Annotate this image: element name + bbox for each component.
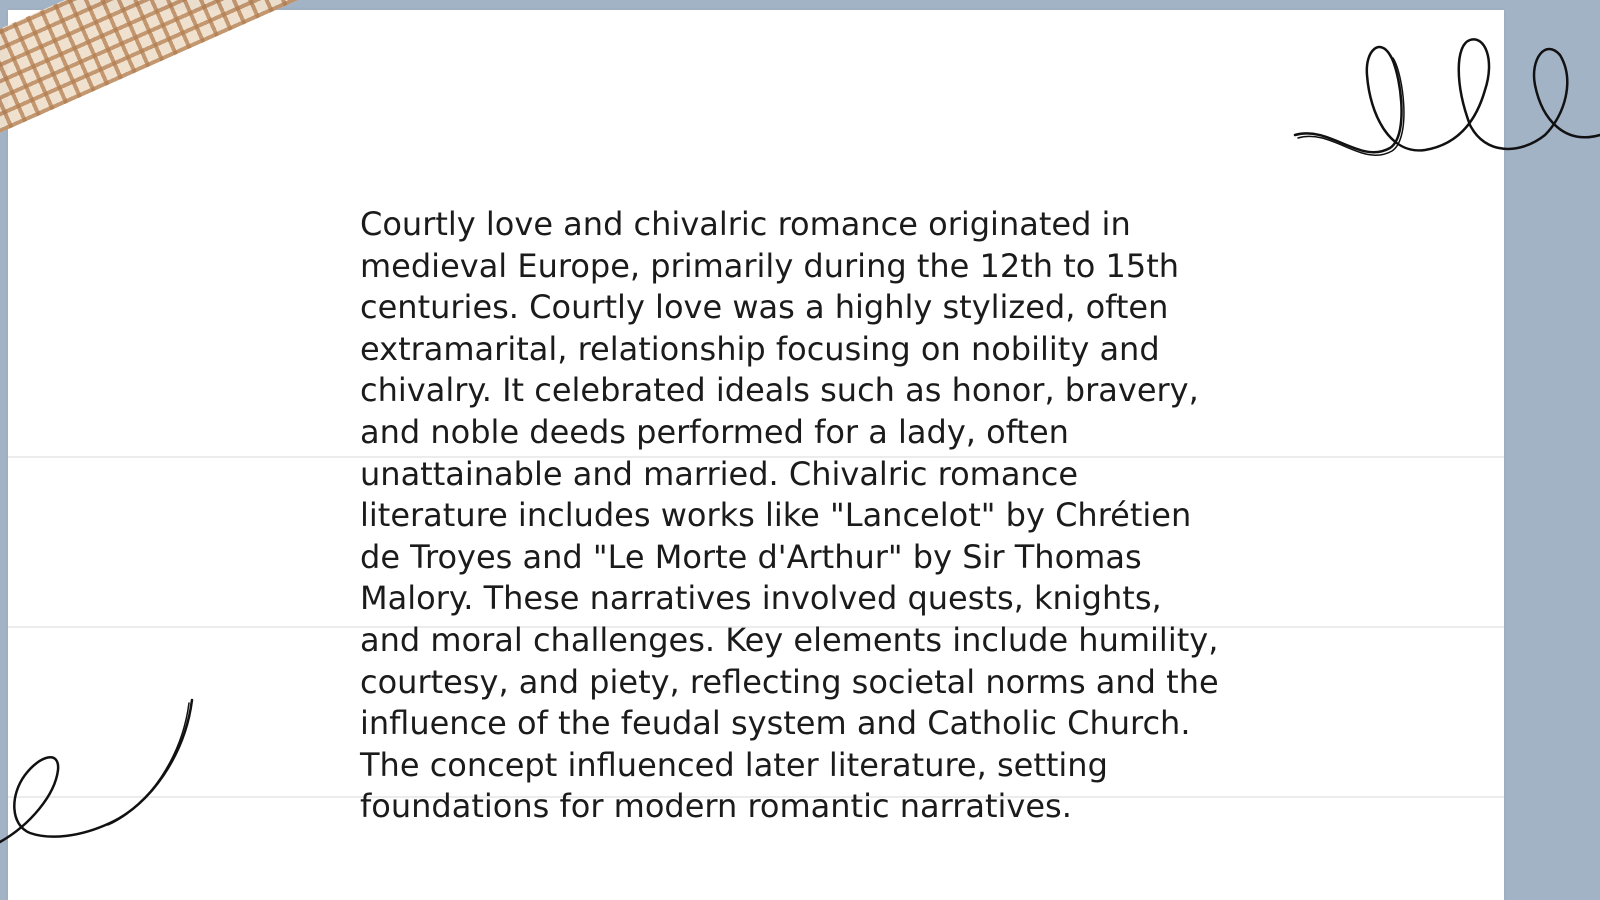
loop-scribble-bottom-left xyxy=(0,695,200,855)
loop-scribble-top-right xyxy=(1290,30,1600,170)
body-paragraph: Courtly love and chivalric romance originated in medieval Europe, primarily during the 12th to 15th centuries. Courtly love was a highly stylized, often extramarital, relationship focusing on nobility and chivalry. It celebrated ideals such as honor, bravery, and noble deeds performed for a lady, often unattainable and married. Chivalric romance literature includes works like "Lancelot" by Chrétien de Troyes and "Le Morte d'Arthur" by Sir Thomas Malory. These narratives involved quests, knights, and moral challenges. Key elements include humility, courtesy, and piety, reflecting societal norms and the influence of the feudal system and Catholic Church. The concept influenced later literature, setting foundations for modern romantic narratives. xyxy=(360,205,1219,826)
